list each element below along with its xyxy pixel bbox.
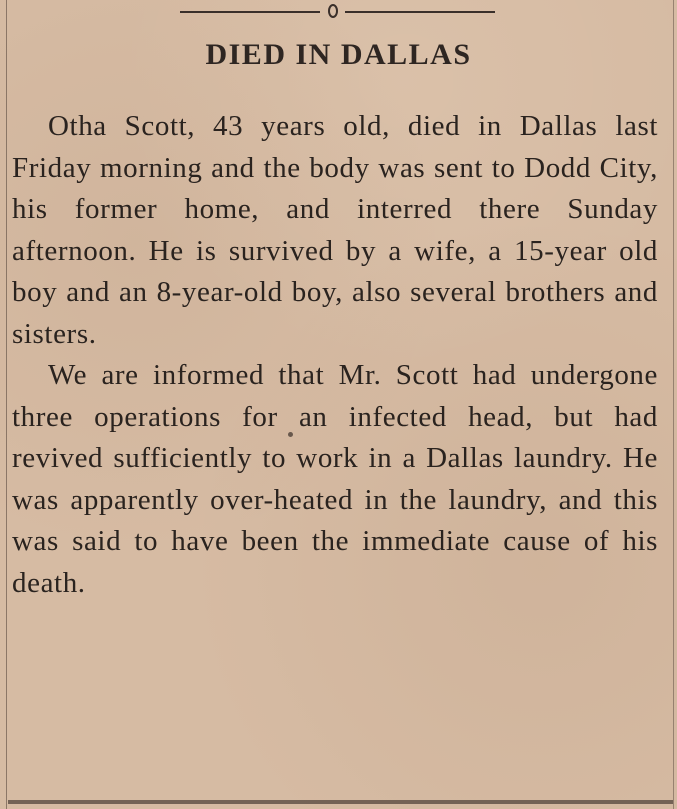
right-column-rule: [673, 0, 674, 809]
header-ornament-divider: [180, 4, 495, 20]
article-body: [12, 106, 658, 604]
article-paragraph: Otha Scott, 43 years old, died in Dallas last Friday morning and the body was sent to Dodd City, his former home, and interred there Sunday afternoon. He is survived by a wife, a 15-year old boy and an 8-year-old boy, also several brothers and sisters.: [12, 110, 658, 350]
bottom-column-rule: [8, 800, 673, 804]
article-headline: DIED IN DALLAS: [205, 38, 472, 71]
left-column-rule: [6, 0, 7, 809]
ornament-center-glyph: [328, 4, 338, 18]
article-paragraph: We are informed that Mr. Scott had undergone three operations for an infected head, but had revived sufficiently to work in a Dallas laundry. He was apparently over-heated in the laundry, and this was said to have been the immediate cause of his death.: [12, 359, 658, 599]
ornament-line-right: [345, 11, 495, 13]
ornament-line-left: [180, 11, 320, 13]
ink-speck: [288, 432, 293, 437]
